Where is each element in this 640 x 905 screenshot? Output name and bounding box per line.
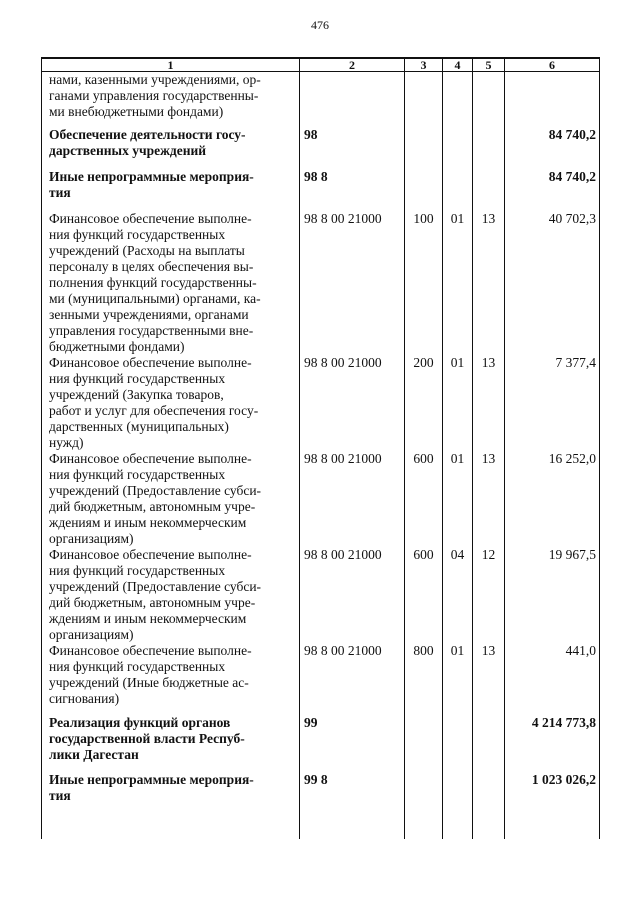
row-description: Финансовое обеспечение выполне- ния функций государственных учреждений (Закупка товаров, работ и услуг для обеспечения госу- дарственных (муниципальных) нужд) xyxy=(42,355,300,451)
row-description: Реализация функций органов государственной власти Респуб- лики Дагестан xyxy=(42,715,300,772)
table-row xyxy=(42,772,600,816)
row-col5 xyxy=(473,169,505,211)
row-amount: 1 023 026,2 xyxy=(505,772,600,816)
table-row xyxy=(42,451,600,547)
row-description: Обеспечение деятельности госу- дарственных учреждений xyxy=(42,127,300,169)
row-col4: 01 xyxy=(443,451,473,547)
row-code: 99 8 xyxy=(300,772,405,816)
row-col4 xyxy=(443,169,473,211)
row-code: 98 xyxy=(300,127,405,169)
row-col5 xyxy=(473,127,505,169)
row-col4 xyxy=(443,72,473,127)
table-row xyxy=(42,211,600,355)
row-amount: 441,0 xyxy=(505,643,600,715)
row-col5: 13 xyxy=(473,355,505,451)
filler-cell xyxy=(505,816,600,840)
row-amount: 4 214 773,8 xyxy=(505,715,600,772)
table-row xyxy=(42,547,600,643)
row-description: Иные непрограммные мероприя- тия xyxy=(42,772,300,816)
row-code: 99 xyxy=(300,715,405,772)
row-description: Финансовое обеспечение выполне- ния функций государственных учреждений (Расходы на выплаты персоналу в целях обеспечения вы- полнения функций государственны- ми (муниципальными) органами, ка- зенными учреждениями, органами управления государственными вне- бюджетными фондами) xyxy=(42,211,300,355)
row-amount: 84 740,2 xyxy=(505,127,600,169)
row-col3 xyxy=(405,127,443,169)
row-col5: 13 xyxy=(473,211,505,355)
table-row xyxy=(42,355,600,451)
row-col4: 04 xyxy=(443,547,473,643)
row-code: 98 8 00 21000 xyxy=(300,643,405,715)
table-row xyxy=(42,127,600,169)
filler-cell xyxy=(443,816,473,840)
row-description: Иные непрограммные мероприя- тия xyxy=(42,169,300,211)
row-col3 xyxy=(405,169,443,211)
column-header-6: 6 xyxy=(505,58,600,72)
table-header-row xyxy=(42,58,600,72)
row-col4 xyxy=(443,127,473,169)
page-number: 476 xyxy=(311,18,329,32)
filler-cell xyxy=(405,816,443,840)
row-code: 98 8 00 21000 xyxy=(300,355,405,451)
row-col5: 13 xyxy=(473,643,505,715)
column-header-3: 3 xyxy=(405,58,443,72)
table-filler-row xyxy=(42,816,600,840)
row-col3: 800 xyxy=(405,643,443,715)
row-col3 xyxy=(405,772,443,816)
row-col3: 600 xyxy=(405,547,443,643)
table-row xyxy=(42,643,600,715)
row-col5 xyxy=(473,715,505,772)
column-header-2: 2 xyxy=(300,58,405,72)
table-row xyxy=(42,72,600,127)
row-col3: 100 xyxy=(405,211,443,355)
row-description: нами, казенными учреждениями, ор- ганами управления государственны- ми внебюджетными фондами) xyxy=(42,72,300,127)
row-amount: 7 377,4 xyxy=(505,355,600,451)
row-col4 xyxy=(443,715,473,772)
column-header-1: 1 xyxy=(42,58,300,72)
row-amount: 84 740,2 xyxy=(505,169,600,211)
row-amount: 40 702,3 xyxy=(505,211,600,355)
filler-cell xyxy=(42,816,300,840)
budget-table xyxy=(41,57,600,839)
column-header-4: 4 xyxy=(443,58,473,72)
row-col5 xyxy=(473,72,505,127)
row-col4: 01 xyxy=(443,643,473,715)
row-col3 xyxy=(405,72,443,127)
row-description: Финансовое обеспечение выполне- ния функций государственных учреждений (Предоставление субси- дий бюджетным, автономным учре- ждениям и иным некоммерческим организациям) xyxy=(42,451,300,547)
row-code: 98 8 xyxy=(300,169,405,211)
row-col3: 200 xyxy=(405,355,443,451)
column-header-5: 5 xyxy=(473,58,505,72)
filler-cell xyxy=(473,816,505,840)
table-row xyxy=(42,169,600,211)
row-col3: 600 xyxy=(405,451,443,547)
row-col4 xyxy=(443,772,473,816)
row-col3 xyxy=(405,715,443,772)
row-col5: 12 xyxy=(473,547,505,643)
row-code xyxy=(300,72,405,127)
row-code: 98 8 00 21000 xyxy=(300,547,405,643)
row-col4: 01 xyxy=(443,355,473,451)
row-amount xyxy=(505,72,600,127)
row-col5 xyxy=(473,772,505,816)
row-code: 98 8 00 21000 xyxy=(300,211,405,355)
filler-cell xyxy=(300,816,405,840)
row-description: Финансовое обеспечение выполне- ния функций государственных учреждений (Предоставление субси- дий бюджетным, автономным учре- ждениям и иным некоммерческим организациям) xyxy=(42,547,300,643)
row-description: Финансовое обеспечение выполне- ния функций государственных учреждений (Иные бюджетные ас- сигнования) xyxy=(42,643,300,715)
table-row xyxy=(42,715,600,772)
row-amount: 16 252,0 xyxy=(505,451,600,547)
row-code: 98 8 00 21000 xyxy=(300,451,405,547)
row-col4: 01 xyxy=(443,211,473,355)
row-col5: 13 xyxy=(473,451,505,547)
row-amount: 19 967,5 xyxy=(505,547,600,643)
